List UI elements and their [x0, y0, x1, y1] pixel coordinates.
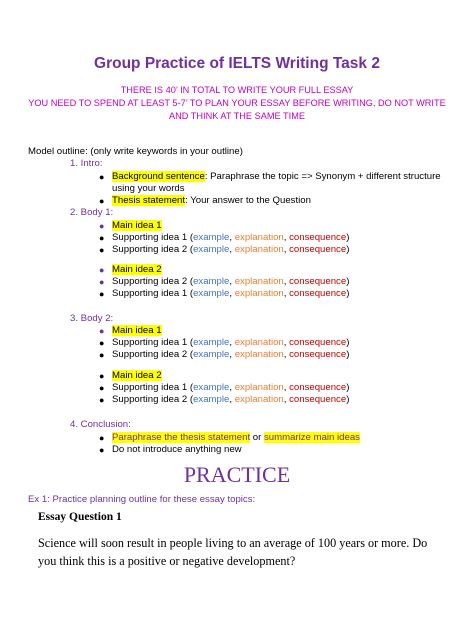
sep: , [229, 394, 235, 405]
body1-heading: 2. Body 1: [70, 207, 114, 218]
body2-supporting-2 [112, 349, 349, 361]
bullet-icon: ● [99, 233, 105, 243]
background-sentence-label: Background sentence [112, 171, 205, 182]
bullet-icon: ● [99, 245, 105, 255]
bullet-icon: ● [99, 395, 105, 405]
time-note-line-1: THERE IS 40’ IN TOTAL TO WRITE YOUR FULL ESSAY [120, 85, 354, 95]
consequence-text: consequence [289, 276, 347, 287]
sep: , [283, 394, 290, 405]
supporting-label: Supporting idea 2 ( [112, 394, 194, 405]
thesis-statement-desc: : Your answer to the Question [185, 195, 311, 206]
thesis-statement-label: Thesis statement [112, 195, 186, 206]
supporting-label: Supporting idea 1 ( [112, 382, 194, 393]
close: ) [346, 337, 350, 348]
bullet-icon: ● [99, 196, 105, 206]
supporting-label: Supporting idea 2 ( [112, 276, 194, 287]
example-text: example [193, 382, 230, 393]
intro-heading: 1. Intro: [70, 158, 103, 169]
document-title: Group Practice of IELTS Writing Task 2 [94, 55, 380, 72]
time-note-line-2: YOU NEED TO SPEND AT LEAST 5-7’ TO PLAN YOUR ESSAY BEFORE WRITING, DO NOT WRITE [28, 98, 446, 108]
example-text: example [193, 244, 230, 255]
close: ) [346, 232, 350, 243]
supporting-label: Supporting idea 2 ( [112, 244, 194, 255]
explanation-text: explanation [234, 349, 284, 360]
supporting-label: Supporting idea 2 ( [112, 349, 194, 360]
bullet-icon: ● [99, 445, 105, 455]
main-idea-label: Main idea 1 [112, 220, 162, 231]
summarize-text: summarize main ideas [264, 432, 360, 443]
bullet-icon: ● [99, 221, 105, 231]
body2-main-idea-2 [112, 370, 162, 382]
consequence-text: consequence [289, 232, 347, 243]
close: ) [346, 276, 350, 287]
body1-supporting-1b [112, 288, 349, 300]
bullet-icon: ● [99, 277, 105, 287]
or-text: or [250, 432, 264, 443]
example-text: example [193, 337, 230, 348]
sep: , [229, 349, 235, 360]
explanation-text: explanation [234, 337, 284, 348]
sep: , [229, 232, 235, 243]
main-idea-label: Main idea 2 [112, 370, 162, 381]
bullet-icon: ● [99, 371, 105, 381]
sep: , [283, 382, 290, 393]
body2-supporting-1b [112, 382, 349, 394]
supporting-label: Supporting idea 1 ( [112, 337, 194, 348]
sep: , [283, 244, 290, 255]
sep: , [283, 276, 290, 287]
sep: , [229, 244, 235, 255]
bullet-icon: ● [99, 265, 105, 275]
example-text: example [193, 288, 230, 299]
bullet-icon: ● [99, 338, 105, 348]
bullet-icon: ● [99, 326, 105, 336]
example-text: example [193, 276, 230, 287]
example-text: example [193, 349, 230, 360]
consequence-text: consequence [289, 337, 347, 348]
thesis-statement-item [112, 195, 311, 207]
sep: , [283, 337, 290, 348]
body2-supporting-2b [112, 394, 349, 406]
essay-question-label: Essay Question 1 [38, 511, 122, 523]
close: ) [346, 244, 350, 255]
sep: , [283, 349, 290, 360]
body2-heading: 3. Body 2: [70, 313, 114, 324]
main-idea-label: Main idea 1 [112, 325, 162, 336]
close: ) [346, 382, 350, 393]
close: ) [346, 288, 350, 299]
conclusion-item-1 [112, 432, 360, 444]
bullet-icon: ● [99, 433, 105, 443]
sep: , [229, 276, 235, 287]
example-text: example [193, 232, 230, 243]
bullet-icon: ● [99, 350, 105, 360]
consequence-text: consequence [289, 394, 347, 405]
consequence-text: consequence [289, 244, 347, 255]
explanation-text: explanation [234, 394, 284, 405]
sep: , [229, 337, 235, 348]
explanation-text: explanation [234, 276, 284, 287]
paraphrase-thesis-text: Paraphrase the thesis statement [112, 432, 251, 443]
essay-question-text: Science will soon result in people living to an average of 100 years or more. Do you think this is a positive or negative development? [38, 536, 428, 568]
close: ) [346, 394, 350, 405]
body1-main-idea-2 [112, 264, 162, 276]
conclusion-heading: 4. Conclusion: [70, 419, 131, 430]
supporting-label: Supporting idea 1 ( [112, 288, 194, 299]
close: ) [346, 349, 350, 360]
body1-main-idea-1 [112, 220, 162, 232]
background-sentence-desc: : Paraphrase the topic => Synonym + different structure [204, 171, 441, 182]
consequence-text: consequence [289, 382, 347, 393]
body1-supporting-1 [112, 232, 349, 244]
explanation-text: explanation [234, 244, 284, 255]
time-note-line-3: AND THINK AT THE SAME TIME [169, 111, 305, 121]
sep: , [283, 288, 290, 299]
supporting-label: Supporting idea 1 ( [112, 232, 194, 243]
background-sentence-item [112, 171, 441, 183]
body1-supporting-2b [112, 276, 349, 288]
body2-main-idea-1 [112, 325, 162, 337]
explanation-text: explanation [234, 232, 284, 243]
example-text: example [193, 394, 230, 405]
consequence-text: consequence [289, 349, 347, 360]
background-sentence-cont: using your words [112, 183, 185, 194]
sep: , [229, 288, 235, 299]
consequence-text: consequence [289, 288, 347, 299]
bullet-icon: ● [99, 172, 105, 182]
body1-supporting-2 [112, 244, 349, 256]
sep: , [229, 382, 235, 393]
practice-heading: PRACTICE [183, 462, 291, 487]
outline-label: Model outline: (only write keywords in your outline) [28, 146, 243, 157]
bullet-icon: ● [99, 289, 105, 299]
exercise-instruction: Ex 1: Practice planning outline for these essay topics: [28, 494, 256, 505]
main-idea-label: Main idea 2 [112, 264, 162, 275]
explanation-text: explanation [234, 382, 284, 393]
sep: , [283, 232, 290, 243]
bullet-icon: ● [99, 383, 105, 393]
conclusion-item-2: Do not introduce anything new [112, 444, 242, 455]
body2-supporting-1 [112, 337, 349, 349]
explanation-text: explanation [234, 288, 284, 299]
